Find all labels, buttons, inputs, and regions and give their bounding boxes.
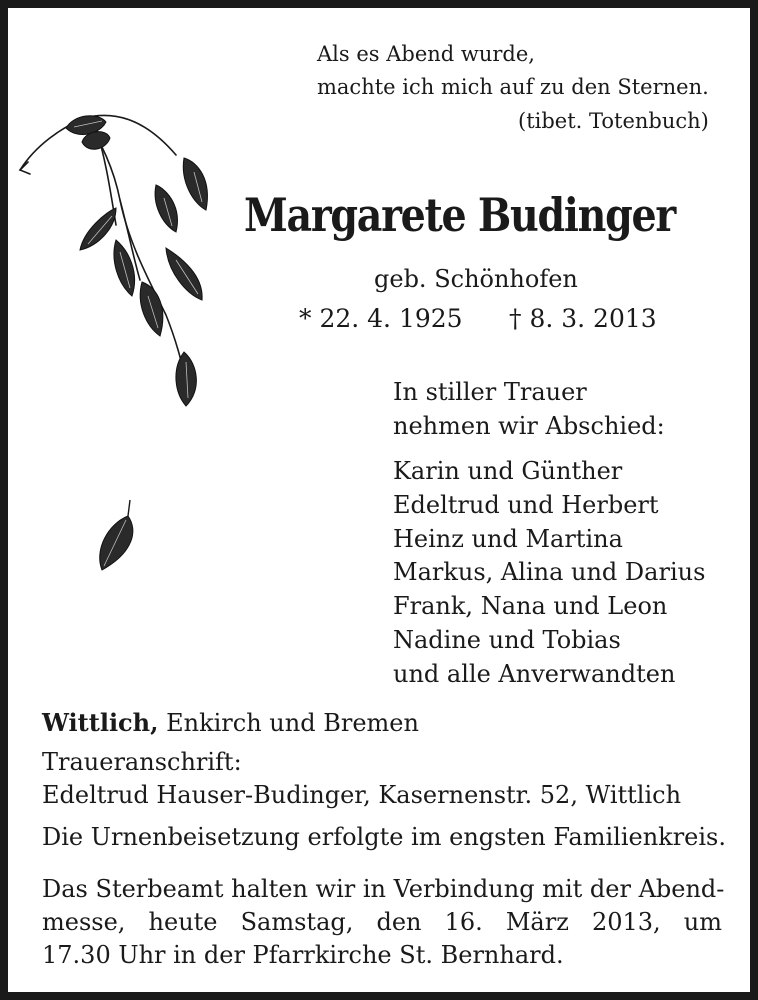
- deceased-name: Margarete Budinger: [244, 188, 675, 242]
- maiden-name: geb. Schönhofen: [374, 265, 578, 293]
- mass-notice-line-3: 17.30 Uhr in der Pfarrkirche St. Bernhard.: [42, 941, 564, 969]
- mass-notice-line-2: messe, heute Samstag, den 16. März 2013, um: [42, 908, 722, 936]
- mass-notice: [42, 873, 725, 972]
- motto-line-2: machte ich mich auf zu den Sternen.: [317, 75, 709, 99]
- death-date: † 8. 3. 2013: [509, 304, 657, 333]
- mourning-line-2: nehmen wir Abschied:: [393, 411, 665, 440]
- mass-notice-line-1: Das Sterbeamt halten wir in Verbindung mit der Abend-: [42, 875, 725, 903]
- birch-branch-illustration: [16, 100, 226, 415]
- address-block: [42, 746, 681, 812]
- family-member: Frank, Nana und Leon: [393, 592, 668, 621]
- family-member: Heinz und Martina: [393, 524, 623, 553]
- address-value: Edeltrud Hauser-Budinger, Kasernenstr. 52, Wittlich: [42, 781, 682, 809]
- mourning-line-1: In stiller Trauer: [393, 378, 587, 406]
- urn-notice: Die Urnenbeisetzung erfolgte im engsten Familienkreis.: [42, 823, 726, 851]
- places-line: [42, 708, 419, 737]
- place-others: Enkirch und Bremen: [158, 709, 419, 737]
- family-list: [393, 455, 705, 692]
- family-member: Nadine und Tobias: [393, 625, 621, 654]
- birth-date: * 22. 4. 1925: [299, 304, 463, 333]
- address-label: Traueranschrift:: [42, 748, 242, 776]
- family-member: und alle Anverwandten: [393, 659, 676, 688]
- family-member: Karin und Günther: [393, 457, 623, 485]
- mourning-phrase: [393, 376, 665, 444]
- family-member: Edeltrud und Herbert: [393, 490, 659, 519]
- place-primary: Wittlich,: [42, 708, 159, 737]
- falling-leaf-illustration: [92, 496, 144, 576]
- motto-line-1: Als es Abend wurde,: [317, 42, 535, 66]
- motto-source: (tibet. Totenbuch): [518, 109, 709, 133]
- family-member: Markus, Alina und Darius: [393, 558, 706, 587]
